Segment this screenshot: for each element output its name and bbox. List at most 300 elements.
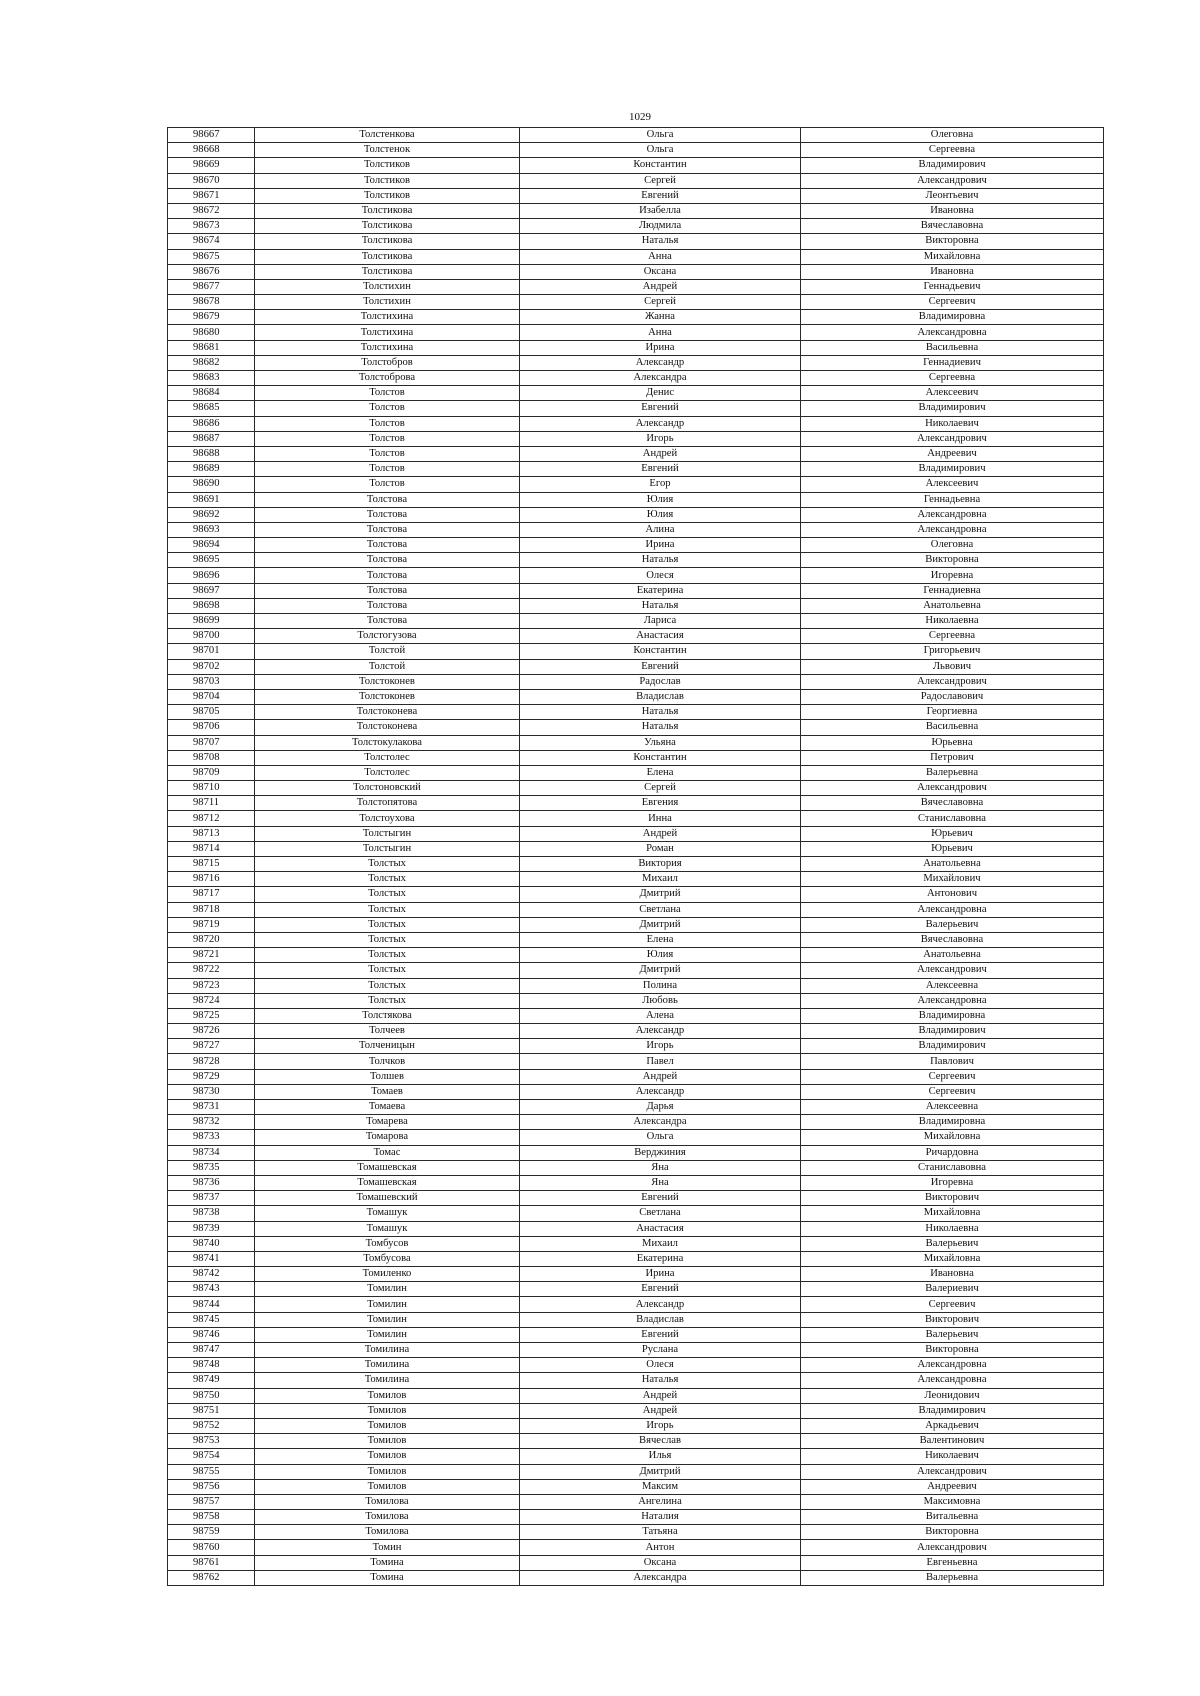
patronymic-cell: Анатольевна (801, 948, 1104, 963)
first-name-cell: Ирина (520, 538, 801, 553)
number-cell: 98702 (168, 659, 255, 674)
first-name-cell: Александр (520, 416, 801, 431)
patronymic-cell: Михайловна (801, 1251, 1104, 1266)
surname-cell: Толстобров (255, 355, 520, 370)
number-cell: 98685 (168, 401, 255, 416)
surname-cell: Толстов (255, 401, 520, 416)
patronymic-cell: Евгеньевна (801, 1555, 1104, 1570)
first-name-cell: Ольга (520, 128, 801, 143)
number-cell: 98689 (168, 462, 255, 477)
table-row (168, 1084, 1104, 1099)
first-name-cell: Игорь (520, 1418, 801, 1433)
number-cell: 98726 (168, 1024, 255, 1039)
surname-cell: Толстых (255, 917, 520, 932)
table-row (168, 462, 1104, 477)
first-name-cell: Евгений (520, 1191, 801, 1206)
first-name-cell: Дмитрий (520, 917, 801, 932)
table-row (168, 872, 1104, 887)
number-cell: 98725 (168, 1008, 255, 1023)
patronymic-cell: Сергеевич (801, 295, 1104, 310)
table-row (168, 1267, 1104, 1282)
table-row (168, 431, 1104, 446)
first-name-cell: Денис (520, 386, 801, 401)
register-table (167, 127, 1104, 1586)
number-cell: 98699 (168, 614, 255, 629)
surname-cell: Томашевский (255, 1191, 520, 1206)
table-row (168, 659, 1104, 674)
number-cell: 98675 (168, 249, 255, 264)
patronymic-cell: Геннадиевич (801, 355, 1104, 370)
surname-cell: Толстоновский (255, 781, 520, 796)
number-cell: 98712 (168, 811, 255, 826)
table-row (168, 401, 1104, 416)
surname-cell: Толстов (255, 386, 520, 401)
first-name-cell: Андрей (520, 1069, 801, 1084)
patronymic-cell: Максимовна (801, 1494, 1104, 1509)
first-name-cell: Ирина (520, 1267, 801, 1282)
surname-cell: Томилина (255, 1373, 520, 1388)
table-row (168, 978, 1104, 993)
number-cell: 98686 (168, 416, 255, 431)
number-cell: 98723 (168, 978, 255, 993)
patronymic-cell: Сергеевна (801, 143, 1104, 158)
patronymic-cell: Алексеевич (801, 386, 1104, 401)
first-name-cell: Игорь (520, 431, 801, 446)
first-name-cell: Наталья (520, 234, 801, 249)
number-cell: 98736 (168, 1175, 255, 1190)
number-cell: 98711 (168, 796, 255, 811)
surname-cell: Толстых (255, 887, 520, 902)
table-row (168, 902, 1104, 917)
table-row (168, 1130, 1104, 1145)
patronymic-cell: Георгиевна (801, 705, 1104, 720)
table-row (168, 340, 1104, 355)
first-name-cell: Михаил (520, 872, 801, 887)
number-cell: 98683 (168, 371, 255, 386)
surname-cell: Томилов (255, 1388, 520, 1403)
first-name-cell: Евгений (520, 1282, 801, 1297)
table-row (168, 234, 1104, 249)
surname-cell: Томилов (255, 1464, 520, 1479)
surname-cell: Толстокулакова (255, 735, 520, 750)
table-row (168, 143, 1104, 158)
first-name-cell: Евгений (520, 659, 801, 674)
surname-cell: Томашук (255, 1221, 520, 1236)
table-row (168, 1206, 1104, 1221)
surname-cell: Толстов (255, 462, 520, 477)
surname-cell: Томина (255, 1555, 520, 1570)
table-row (168, 1373, 1104, 1388)
patronymic-cell: Александровна (801, 993, 1104, 1008)
first-name-cell: Роман (520, 841, 801, 856)
number-cell: 98735 (168, 1160, 255, 1175)
surname-cell: Томбусов (255, 1236, 520, 1251)
table-row (168, 1251, 1104, 1266)
table-row (168, 1388, 1104, 1403)
surname-cell: Томилов (255, 1418, 520, 1433)
first-name-cell: Евгения (520, 796, 801, 811)
table-row (168, 826, 1104, 841)
surname-cell: Толстикова (255, 249, 520, 264)
number-cell: 98693 (168, 522, 255, 537)
number-cell: 98751 (168, 1403, 255, 1418)
number-cell: 98730 (168, 1084, 255, 1099)
first-name-cell: Александр (520, 1024, 801, 1039)
number-cell: 98710 (168, 781, 255, 796)
number-cell: 98703 (168, 674, 255, 689)
patronymic-cell: Валентинович (801, 1434, 1104, 1449)
table-row (168, 963, 1104, 978)
first-name-cell: Андрей (520, 279, 801, 294)
number-cell: 98684 (168, 386, 255, 401)
patronymic-cell: Николаевич (801, 1449, 1104, 1464)
table-row (168, 674, 1104, 689)
number-cell: 98754 (168, 1449, 255, 1464)
first-name-cell: Анна (520, 325, 801, 340)
surname-cell: Томаева (255, 1100, 520, 1115)
surname-cell: Томилин (255, 1282, 520, 1297)
table-row (168, 614, 1104, 629)
number-cell: 98692 (168, 507, 255, 522)
first-name-cell: Наталья (520, 1373, 801, 1388)
number-cell: 98762 (168, 1570, 255, 1585)
table-row (168, 1175, 1104, 1190)
patronymic-cell: Владимировна (801, 310, 1104, 325)
first-name-cell: Михаил (520, 1236, 801, 1251)
patronymic-cell: Александрович (801, 1540, 1104, 1555)
table-row (168, 1343, 1104, 1358)
patronymic-cell: Владимирович (801, 1039, 1104, 1054)
table-row (168, 993, 1104, 1008)
table-row (168, 446, 1104, 461)
first-name-cell: Сергей (520, 173, 801, 188)
first-name-cell: Руслана (520, 1343, 801, 1358)
number-cell: 98741 (168, 1251, 255, 1266)
first-name-cell: Ирина (520, 340, 801, 355)
patronymic-cell: Александрович (801, 1464, 1104, 1479)
surname-cell: Толчков (255, 1054, 520, 1069)
patronymic-cell: Валерьевич (801, 1327, 1104, 1342)
first-name-cell: Александр (520, 1084, 801, 1099)
patronymic-cell: Юрьевна (801, 735, 1104, 750)
first-name-cell: Евгений (520, 188, 801, 203)
number-cell: 98755 (168, 1464, 255, 1479)
surname-cell: Толстов (255, 416, 520, 431)
first-name-cell: Ольга (520, 1130, 801, 1145)
table-row (168, 522, 1104, 537)
surname-cell: Толстихина (255, 310, 520, 325)
patronymic-cell: Павлович (801, 1054, 1104, 1069)
first-name-cell: Яна (520, 1175, 801, 1190)
table-row (168, 507, 1104, 522)
patronymic-cell: Анатольевна (801, 857, 1104, 872)
table-row (168, 128, 1104, 143)
patronymic-cell: Михайловна (801, 1130, 1104, 1145)
first-name-cell: Александра (520, 1570, 801, 1585)
table-row (168, 1403, 1104, 1418)
patronymic-cell: Михайловна (801, 249, 1104, 264)
table-row (168, 629, 1104, 644)
number-cell: 98743 (168, 1282, 255, 1297)
number-cell: 98758 (168, 1510, 255, 1525)
surname-cell: Томилина (255, 1343, 520, 1358)
table-row (168, 249, 1104, 264)
first-name-cell: Оксана (520, 264, 801, 279)
first-name-cell: Инна (520, 811, 801, 826)
table-row (168, 1327, 1104, 1342)
first-name-cell: Алена (520, 1008, 801, 1023)
table-row (168, 1312, 1104, 1327)
first-name-cell: Дмитрий (520, 963, 801, 978)
patronymic-cell: Сергеевич (801, 1084, 1104, 1099)
surname-cell: Томилова (255, 1525, 520, 1540)
patronymic-cell: Петрович (801, 750, 1104, 765)
surname-cell: Толстиков (255, 158, 520, 173)
patronymic-cell: Витальевна (801, 1510, 1104, 1525)
surname-cell: Толстова (255, 583, 520, 598)
number-cell: 98733 (168, 1130, 255, 1145)
table-row (168, 1160, 1104, 1175)
surname-cell: Толстова (255, 492, 520, 507)
table-row (168, 781, 1104, 796)
patronymic-cell: Александровна (801, 1373, 1104, 1388)
patronymic-cell: Александрович (801, 674, 1104, 689)
number-cell: 98696 (168, 568, 255, 583)
patronymic-cell: Олеговна (801, 128, 1104, 143)
first-name-cell: Наталья (520, 720, 801, 735)
number-cell: 98716 (168, 872, 255, 887)
first-name-cell: Юлия (520, 492, 801, 507)
number-cell: 98717 (168, 887, 255, 902)
patronymic-cell: Васильевна (801, 340, 1104, 355)
first-name-cell: Егор (520, 477, 801, 492)
first-name-cell: Наталия (520, 1510, 801, 1525)
number-cell: 98740 (168, 1236, 255, 1251)
table-row (168, 887, 1104, 902)
first-name-cell: Лариса (520, 614, 801, 629)
surname-cell: Толстоконев (255, 674, 520, 689)
first-name-cell: Ольга (520, 143, 801, 158)
surname-cell: Толстых (255, 963, 520, 978)
surname-cell: Толстикова (255, 264, 520, 279)
patronymic-cell: Валерьевич (801, 917, 1104, 932)
table-row (168, 568, 1104, 583)
table-row (168, 295, 1104, 310)
patronymic-cell: Александровна (801, 507, 1104, 522)
table-row (168, 811, 1104, 826)
surname-cell: Толстиков (255, 188, 520, 203)
table-row (168, 1236, 1104, 1251)
number-cell: 98753 (168, 1434, 255, 1449)
surname-cell: Толстов (255, 446, 520, 461)
surname-cell: Толстиков (255, 173, 520, 188)
surname-cell: Толстоухова (255, 811, 520, 826)
first-name-cell: Олеся (520, 568, 801, 583)
table-row (168, 1479, 1104, 1494)
surname-cell: Толстова (255, 568, 520, 583)
number-cell: 98732 (168, 1115, 255, 1130)
table-row (168, 279, 1104, 294)
first-name-cell: Владислав (520, 689, 801, 704)
number-cell: 98679 (168, 310, 255, 325)
surname-cell: Толстых (255, 948, 520, 963)
surname-cell: Толстихина (255, 325, 520, 340)
table-row (168, 264, 1104, 279)
first-name-cell: Антон (520, 1540, 801, 1555)
number-cell: 98668 (168, 143, 255, 158)
table-row (168, 1008, 1104, 1023)
first-name-cell: Вячеслав (520, 1434, 801, 1449)
table-row (168, 310, 1104, 325)
number-cell: 98688 (168, 446, 255, 461)
patronymic-cell: Сергеевна (801, 371, 1104, 386)
table-row (168, 188, 1104, 203)
first-name-cell: Анна (520, 249, 801, 264)
surname-cell: Томашевская (255, 1160, 520, 1175)
number-cell: 98718 (168, 902, 255, 917)
first-name-cell: Дмитрий (520, 1464, 801, 1479)
first-name-cell: Ульяна (520, 735, 801, 750)
table-row (168, 917, 1104, 932)
first-name-cell: Светлана (520, 902, 801, 917)
number-cell: 98676 (168, 264, 255, 279)
number-cell: 98719 (168, 917, 255, 932)
surname-cell: Толстой (255, 644, 520, 659)
number-cell: 98677 (168, 279, 255, 294)
first-name-cell: Александр (520, 1297, 801, 1312)
first-name-cell: Дарья (520, 1100, 801, 1115)
number-cell: 98739 (168, 1221, 255, 1236)
number-cell: 98713 (168, 826, 255, 841)
table-row (168, 355, 1104, 370)
patronymic-cell: Вячеславовна (801, 219, 1104, 234)
surname-cell: Толстихин (255, 295, 520, 310)
number-cell: 98756 (168, 1479, 255, 1494)
table-row (168, 1115, 1104, 1130)
patronymic-cell: Александрович (801, 173, 1104, 188)
table-row (168, 1054, 1104, 1069)
first-name-cell: Жанна (520, 310, 801, 325)
patronymic-cell: Геннадьевич (801, 279, 1104, 294)
number-cell: 98721 (168, 948, 255, 963)
first-name-cell: Андрей (520, 446, 801, 461)
table-row (168, 1358, 1104, 1373)
surname-cell: Толчеев (255, 1024, 520, 1039)
number-cell: 98691 (168, 492, 255, 507)
surname-cell: Толстоконева (255, 720, 520, 735)
first-name-cell: Максим (520, 1479, 801, 1494)
table-row (168, 416, 1104, 431)
number-cell: 98734 (168, 1145, 255, 1160)
table-row (168, 1449, 1104, 1464)
patronymic-cell: Викторовна (801, 1343, 1104, 1358)
first-name-cell: Екатерина (520, 583, 801, 598)
table-row (168, 750, 1104, 765)
surname-cell: Толстолес (255, 765, 520, 780)
number-cell: 98746 (168, 1327, 255, 1342)
first-name-cell: Радослав (520, 674, 801, 689)
table-row (168, 1282, 1104, 1297)
patronymic-cell: Сергеевич (801, 1297, 1104, 1312)
first-name-cell: Владислав (520, 1312, 801, 1327)
patronymic-cell: Олеговна (801, 538, 1104, 553)
number-cell: 98731 (168, 1100, 255, 1115)
register-body (168, 128, 1104, 1586)
surname-cell: Толченицын (255, 1039, 520, 1054)
patronymic-cell: Геннадьевна (801, 492, 1104, 507)
table-row (168, 1555, 1104, 1570)
surname-cell: Толстопятова (255, 796, 520, 811)
table-row (168, 644, 1104, 659)
first-name-cell: Илья (520, 1449, 801, 1464)
patronymic-cell: Александрович (801, 963, 1104, 978)
patronymic-cell: Вячеславовна (801, 932, 1104, 947)
table-row (168, 598, 1104, 613)
surname-cell: Томилова (255, 1510, 520, 1525)
number-cell: 98682 (168, 355, 255, 370)
table-row (168, 325, 1104, 340)
first-name-cell: Александра (520, 1115, 801, 1130)
first-name-cell: Любовь (520, 993, 801, 1008)
first-name-cell: Александра (520, 371, 801, 386)
first-name-cell: Верджиния (520, 1145, 801, 1160)
number-cell: 98687 (168, 431, 255, 446)
first-name-cell: Юлия (520, 948, 801, 963)
surname-cell: Толшев (255, 1069, 520, 1084)
number-cell: 98690 (168, 477, 255, 492)
surname-cell: Толстых (255, 993, 520, 1008)
number-cell: 98700 (168, 629, 255, 644)
surname-cell: Томилов (255, 1403, 520, 1418)
table-row (168, 1525, 1104, 1540)
first-name-cell: Константин (520, 158, 801, 173)
patronymic-cell: Валериевич (801, 1282, 1104, 1297)
patronymic-cell: Викторовна (801, 553, 1104, 568)
first-name-cell: Александр (520, 355, 801, 370)
patronymic-cell: Михайловна (801, 1206, 1104, 1221)
first-name-cell: Евгений (520, 401, 801, 416)
patronymic-cell: Александровна (801, 902, 1104, 917)
number-cell: 98744 (168, 1297, 255, 1312)
first-name-cell: Елена (520, 932, 801, 947)
surname-cell: Толстыгин (255, 826, 520, 841)
first-name-cell: Андрей (520, 1388, 801, 1403)
table-row (168, 1145, 1104, 1160)
surname-cell: Толстов (255, 431, 520, 446)
table-row (168, 1434, 1104, 1449)
first-name-cell: Константин (520, 750, 801, 765)
number-cell: 98727 (168, 1039, 255, 1054)
number-cell: 98705 (168, 705, 255, 720)
number-cell: 98674 (168, 234, 255, 249)
first-name-cell: Юлия (520, 507, 801, 522)
patronymic-cell: Игоревна (801, 1175, 1104, 1190)
table-row (168, 948, 1104, 963)
number-cell: 98724 (168, 993, 255, 1008)
surname-cell: Толстова (255, 614, 520, 629)
surname-cell: Толстыгин (255, 841, 520, 856)
table-row (168, 932, 1104, 947)
number-cell: 98681 (168, 340, 255, 355)
surname-cell: Толстов (255, 477, 520, 492)
patronymic-cell: Ивановна (801, 203, 1104, 218)
table-row (168, 857, 1104, 872)
patronymic-cell: Владимирович (801, 158, 1104, 173)
table-row (168, 1191, 1104, 1206)
table-row (168, 1494, 1104, 1509)
surname-cell: Толстенкова (255, 128, 520, 143)
first-name-cell: Дмитрий (520, 887, 801, 902)
